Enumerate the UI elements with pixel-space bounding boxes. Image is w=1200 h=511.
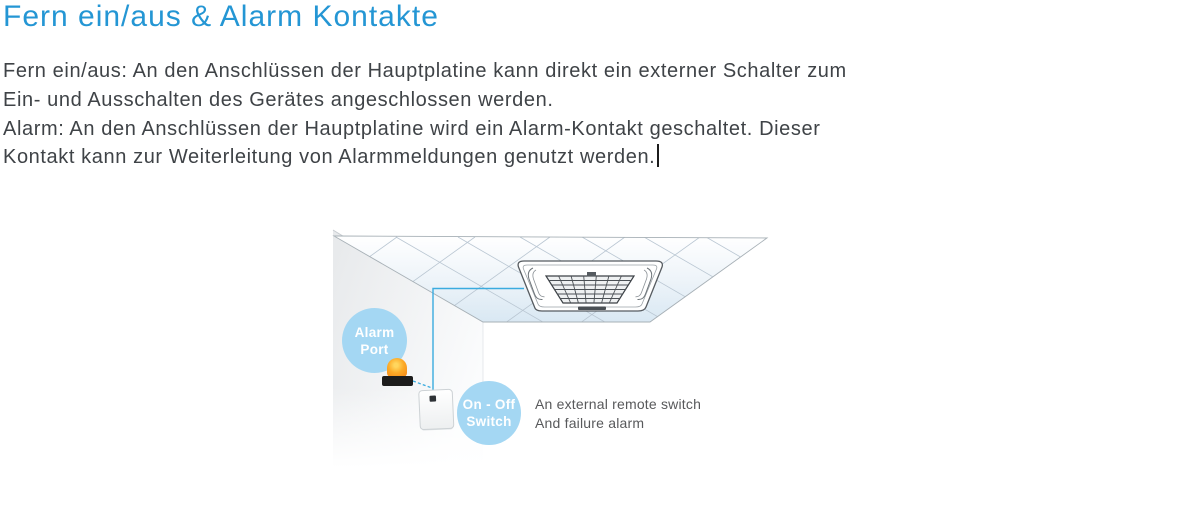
text-line: Ein- und Ausschalten des Gerätes angeschlossen werden. xyxy=(3,88,554,111)
on-off-switch-bubble xyxy=(457,381,521,445)
diagram-caption xyxy=(535,395,701,432)
body-text xyxy=(3,57,847,172)
switch-plate xyxy=(419,389,454,429)
room-diagram xyxy=(320,222,1000,511)
wall-switch xyxy=(419,389,454,430)
alarm-beacon-icon xyxy=(382,356,413,386)
on-off-label-line1: On - Off xyxy=(462,397,516,412)
text-cursor xyxy=(657,144,659,167)
beacon-base xyxy=(382,376,413,386)
alarm-port-label-line1: Alarm xyxy=(354,324,395,340)
caption-line1: An external remote switch xyxy=(535,396,702,412)
text-line: Alarm: An den Anschlüssen der Hauptplatine wird ein Alarm-Kontakt geschaltet. Dieser xyxy=(3,117,821,140)
on-off-label-line2: Switch xyxy=(466,414,512,429)
ac-cassette-unit xyxy=(518,261,662,311)
beacon-dome xyxy=(387,358,407,377)
text-line: Fern ein/aus: An den Anschlüssen der Hauptplatine kann direkt ein externer Schalter zum xyxy=(3,60,847,82)
page-title: Fern ein/aus & Alarm Kontakte xyxy=(3,0,439,33)
text-line: Kontakt kann zur Weiterleitung von Alarmmeldungen genutzt werden. xyxy=(3,143,847,172)
caption-line2: And failure alarm xyxy=(535,414,645,431)
grille-top-block xyxy=(587,272,596,277)
room-diagram-drawing xyxy=(320,222,1000,511)
alarm-port-label-line2: Port xyxy=(360,341,389,357)
switch-button xyxy=(429,395,436,401)
grille-bottom-vent xyxy=(578,307,606,311)
